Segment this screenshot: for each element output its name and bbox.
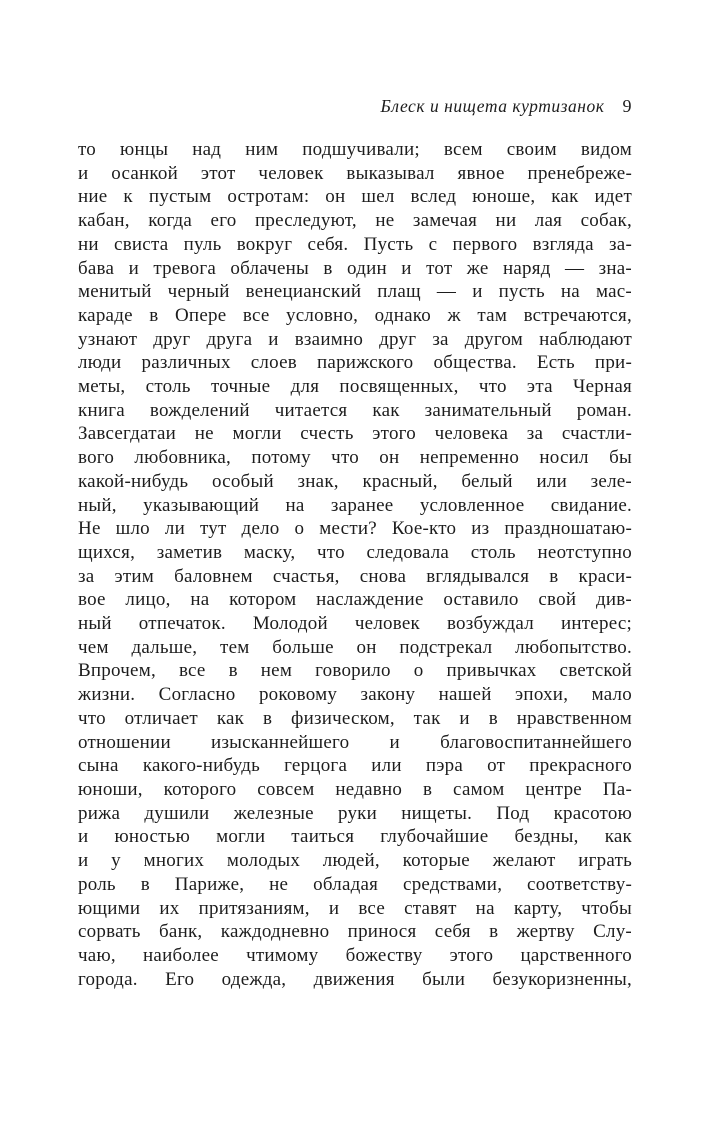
text-line: щихся, заметив маску, что следовала столь неотступно [78,541,632,563]
text-line: бава и тревога облачены в один и тот же наряд — зна- [78,257,632,279]
text-line: чем дальше, тем больше он подстрекал любопытство. [78,636,632,658]
text-line: ный отпечаток. Молодой человек возбуждал интерес; [78,613,632,635]
text-line: Не шло ли тут дело о мести? Кое-кто из праздношатаю- [78,518,632,540]
text-line: и юностью могли таиться глубочайшие бездны, как [78,826,632,848]
text-line: узнают друг друга и взаимно друг за другом наблюдают [78,328,632,350]
text-line: ние к пустым остротам: он шел вслед юноше, как идет [78,186,632,208]
text-line: кабан, когда его преследуют, не замечая ни лая собак, [78,210,632,232]
text-line: юноши, которого совсем недавно в самом центре Па- [78,778,632,800]
text-line: меты, столь точные для посвященных, что эта Черная [78,376,632,398]
text-line: караде в Опере все условно, однако ж там встречаются, [78,304,632,326]
text-line: ющими их притязаниям, и все ставят на карту, чтобы [78,897,632,919]
text-line: Завсегдатаи не могли счесть этого человека за счастли- [78,423,632,445]
text-line: роль в Париже, не обладая средствами, соответству- [78,873,632,895]
body-text [78,138,632,991]
text-line: что отличает как в физическом, так и в нравственном [78,707,632,729]
text-line: города. Его одежда, движения были безукоризненны, [78,968,632,990]
text-line: люди различных слоев парижского общества. Есть при- [78,352,632,374]
text-line: чаю, наиболее чтимому божеству этого царственного [78,944,632,966]
text-line: ни свиста пуль вокруг себя. Пусть с первого взгляда за- [78,233,632,255]
text-line: Впрочем, все в нем говорило о привычках светской [78,660,632,682]
text-line: какой-нибудь особый знак, красный, белый или зеле- [78,470,632,492]
text-line: жизни. Согласно роковому закону нашей эпохи, мало [78,684,632,706]
text-line: ный, указывающий на заранее условленное свидание. [78,494,632,516]
text-line: за этим баловнем счастья, снова вглядывался в краси- [78,565,632,587]
text-line: вого любовника, потому что он непременно носил бы [78,447,632,469]
text-line: сына какого-нибудь герцога или пэра от прекрасного [78,755,632,777]
running-title: Блеск и нищета куртизанок [380,96,605,116]
text-line: то юнцы над ним подшучивали; всем своим видом [78,139,632,160]
text-line: менитый черный венецианский плащ — и пусть на мас- [78,281,632,303]
text-line: отношении изысканнейшего и благовоспитаннейшего [78,731,632,753]
text-line: вое лицо, на котором наслаждение оставило свой див- [78,589,632,611]
text-line: и осанкой этот человек выказывал явное пренебреже- [78,162,632,184]
text-line: рижа душили железные руки нищеты. Под красотою [78,802,632,824]
text-line: и у многих молодых людей, которые желают играть [78,850,632,872]
text-line: сорвать банк, каждодневно принося себя в жертву Слу- [78,921,632,943]
page-number: 9 [622,96,632,116]
running-header [78,96,632,117]
text-line: книга вожделений читается как занимательный роман. [78,399,632,421]
